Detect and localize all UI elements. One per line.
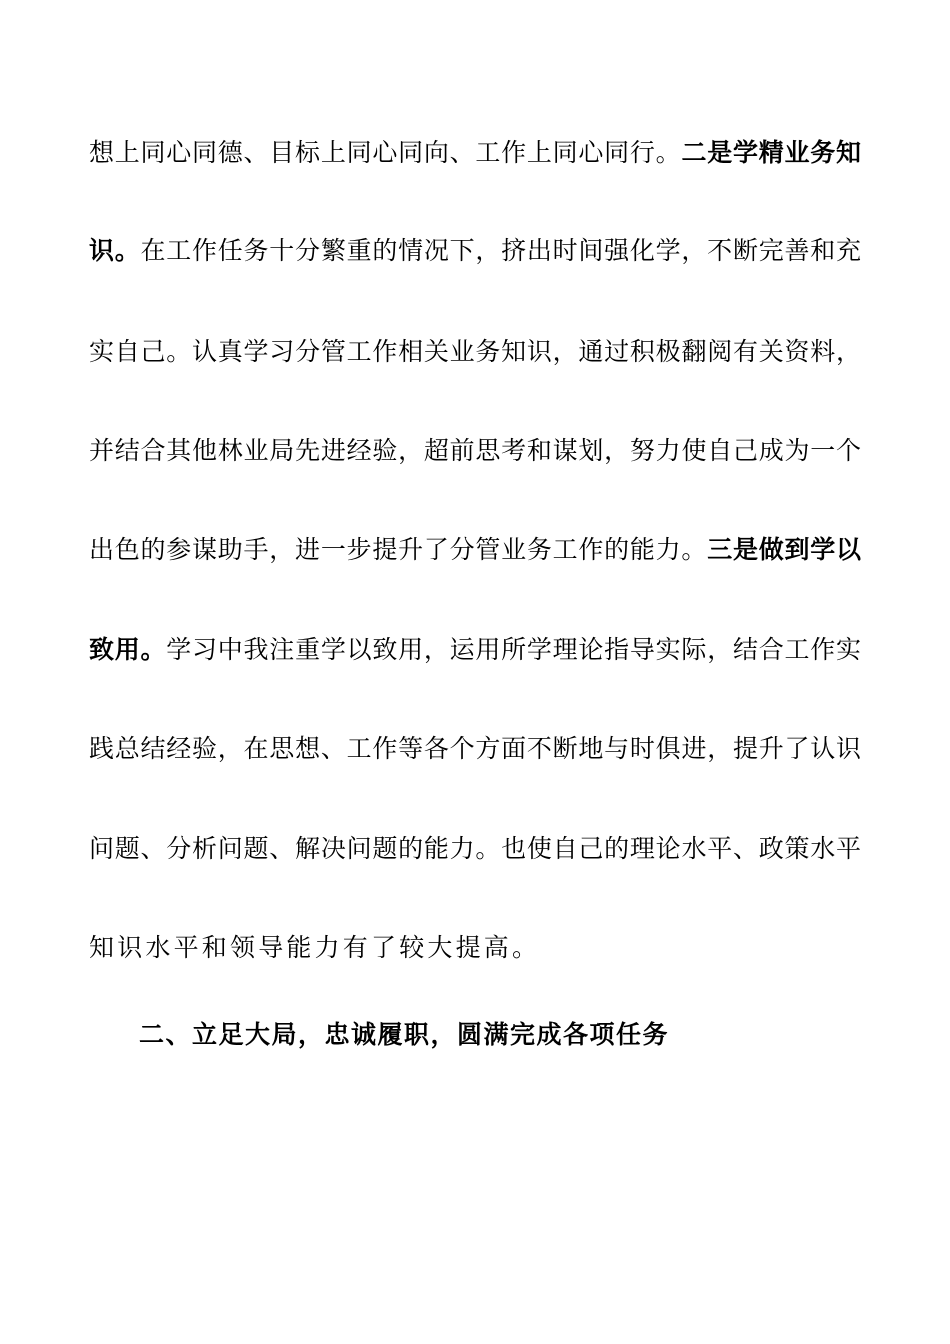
paragraph-line-3 [89,336,861,368]
line-2-text: 在工作任务十分繁重的情况下，挤出时间强化学，不断完善和充 [140,236,861,265]
line-2-bold-text: 识。 [89,236,141,265]
line-9-text: 知识水平和领导能力有了较大提高。 [89,933,541,962]
paragraph-line-8 [89,833,861,865]
line-8-text: 问题、分析问题、解决问题的能力。也使自己的理论水平、政策水平 [89,834,861,863]
paragraph-line-2 [89,235,861,267]
line-1-bold-text: 二是学精业务知 [681,138,861,167]
line-7-text: 践总结经验，在思想、工作等各个方面不断地与时俱进，提升了认识 [89,734,861,763]
line-4-text: 并结合其他林业局先进经验，超前思考和谋划，努力使自己成为一个 [89,436,861,465]
paragraph-line-9 [89,932,861,964]
line-3-text: 实自己。认真学习分管工作相关业务知识，通过积极翻阅有关资料， [89,337,861,366]
line-1-text: 想上同心同德、目标上同心同向、工作上同心同行。 [89,138,682,167]
line-5-text: 出色的参谋助手，进一步提升了分管业务工作的能力。 [89,535,708,564]
line-5-bold-text: 三是做到学以 [707,535,861,564]
section-heading: 二、立足大局，忠诚履职，圆满完成各项任务 [139,1020,670,1049]
paragraph-line-7 [89,733,861,765]
paragraph-line-6 [89,634,861,666]
line-6-text: 学习中我注重学以致用，运用所学理论指导实际，结合工作实 [166,635,861,664]
paragraph-line-1 [89,137,861,169]
paragraph-line-5 [89,534,861,566]
paragraph-line-4 [89,435,861,467]
line-6-bold-text: 致用。 [89,635,167,664]
